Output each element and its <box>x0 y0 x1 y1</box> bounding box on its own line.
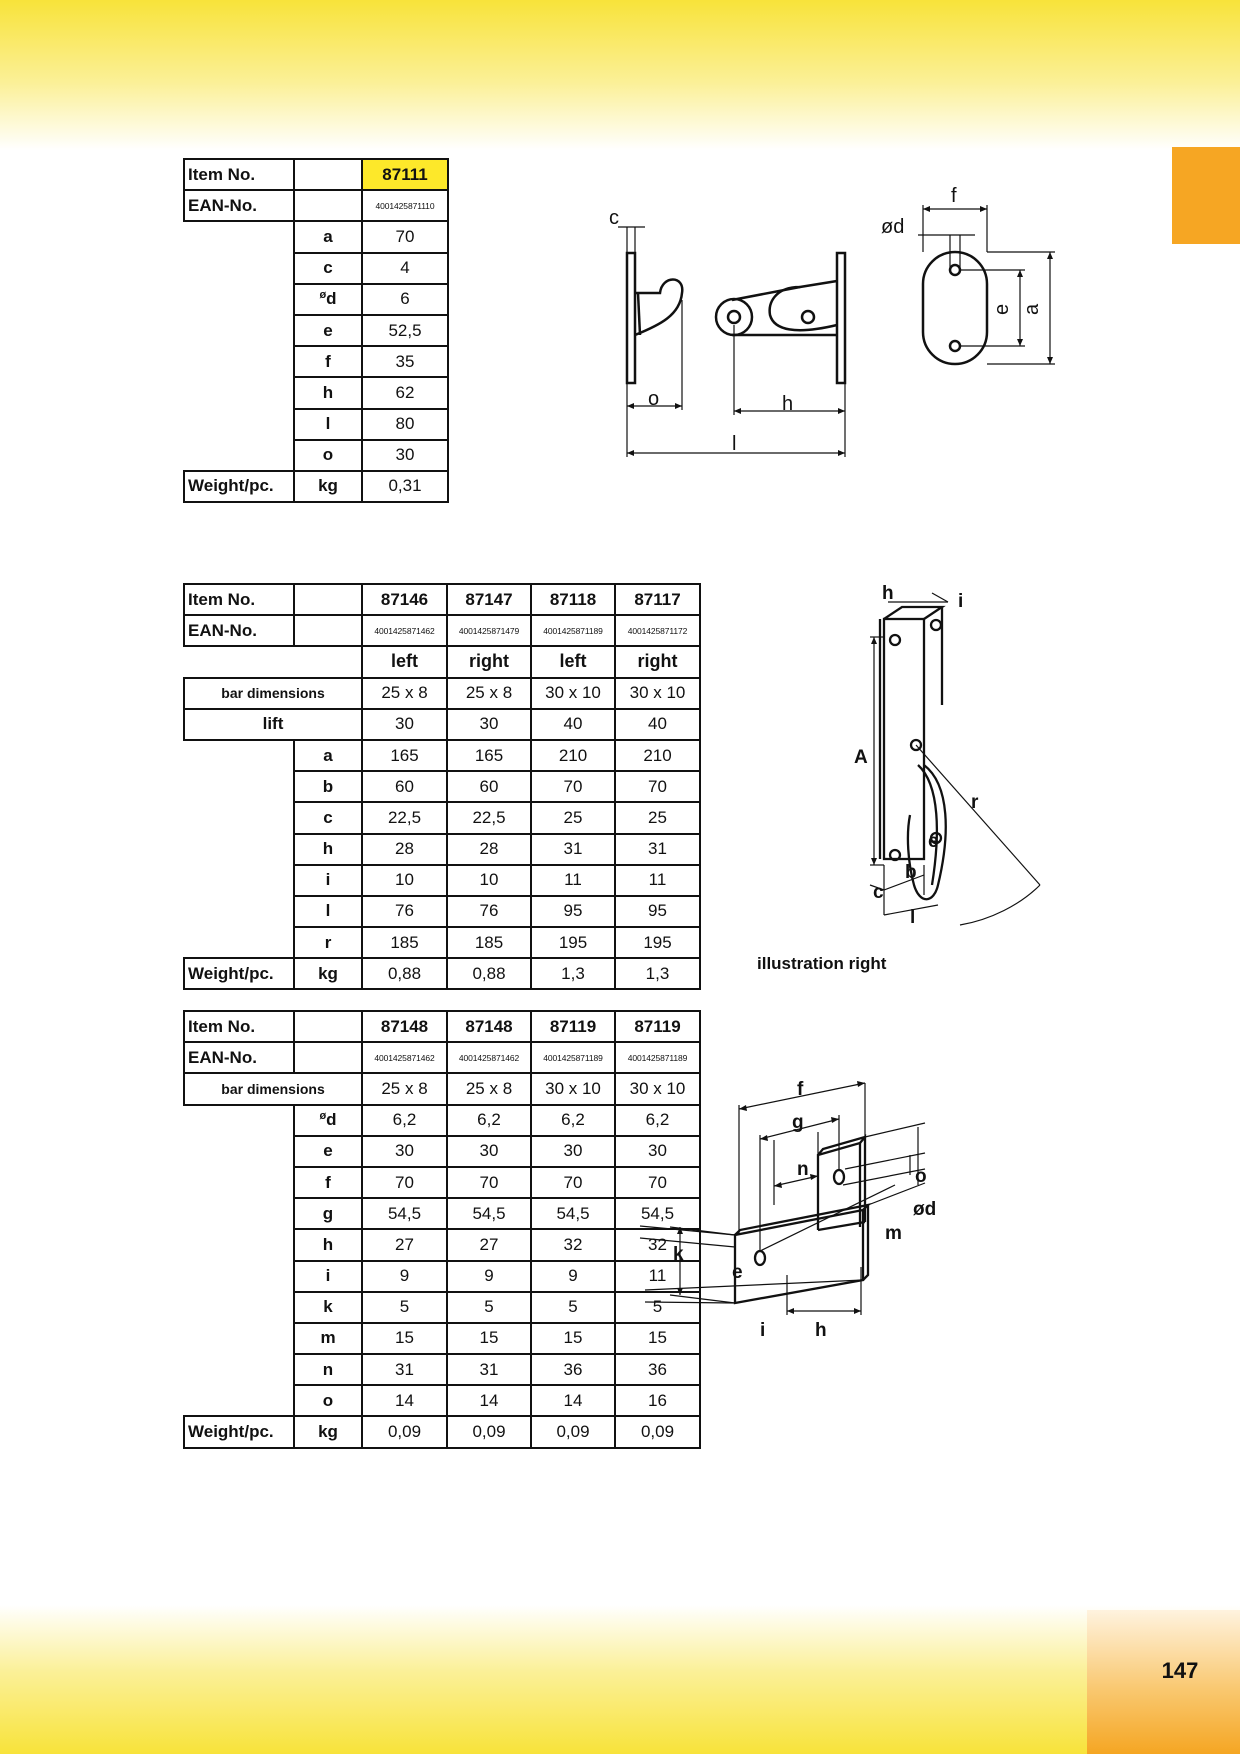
dimension-value: 60 <box>362 771 447 802</box>
dimension-row <box>184 1229 700 1260</box>
dimension-value: 5 <box>615 1292 700 1323</box>
hand-side: right <box>615 646 700 677</box>
spec-table-87111 <box>183 158 449 503</box>
blank-cell <box>184 1167 294 1198</box>
dimension-row <box>184 1105 700 1136</box>
ean-row <box>184 190 448 221</box>
dimension-value: 52,5 <box>362 315 448 346</box>
dimension-key: i <box>294 865 362 896</box>
dimension-value: 70 <box>362 221 448 252</box>
dimension-value: 95 <box>615 896 700 927</box>
dim-label-h: h <box>782 393 794 415</box>
ean-number: 4001425871189 <box>615 1042 700 1073</box>
page-number: 147 <box>1161 1658 1199 1683</box>
dimension-row <box>184 346 448 377</box>
dimension-key: f <box>294 346 362 377</box>
dimension-value: 31 <box>531 834 615 865</box>
blank-cell <box>184 1229 294 1260</box>
dimension-row <box>184 377 448 408</box>
blank-cell <box>184 834 294 865</box>
dimension-value: 15 <box>362 1323 447 1354</box>
ean-number: 4001425871462 <box>447 1042 531 1073</box>
blank-cell <box>184 771 294 802</box>
lift-value: 40 <box>615 709 700 740</box>
dim-label-l: l <box>910 907 916 928</box>
dimension-value: 14 <box>362 1385 447 1416</box>
dimension-key: o <box>294 1385 362 1416</box>
blank-cell <box>184 221 294 252</box>
weight-unit: kg <box>294 958 362 989</box>
dimension-value: 11 <box>615 1261 700 1292</box>
dimension-value: 54,5 <box>531 1198 615 1229</box>
dimension-value: 6,2 <box>531 1105 615 1136</box>
chapter-tab <box>1172 147 1240 244</box>
lift-bar-drawing <box>840 585 1070 965</box>
dimension-key: l <box>294 896 362 927</box>
ean-number: 4001425871462 <box>362 615 447 646</box>
dimension-key: h <box>294 1229 362 1260</box>
item-number: 87119 <box>531 1011 615 1042</box>
dimension-value: 5 <box>362 1292 447 1323</box>
empty-cell <box>294 1011 362 1042</box>
dimension-value: 6,2 <box>362 1105 447 1136</box>
dimension-value: 15 <box>531 1323 615 1354</box>
dimension-key: g <box>294 1198 362 1229</box>
dimension-row <box>184 1198 700 1229</box>
dimension-value: 60 <box>447 771 531 802</box>
dim-label-l: l <box>732 433 737 455</box>
dimension-key: i <box>294 1261 362 1292</box>
bar-dimension-value: 25 x 8 <box>447 678 531 709</box>
dimension-key: o <box>294 440 362 471</box>
dimension-value: 28 <box>362 834 447 865</box>
dimension-value: 76 <box>362 896 447 927</box>
blank-cell <box>184 315 294 346</box>
dimension-value: 15 <box>447 1323 531 1354</box>
dimension-value: 195 <box>531 927 615 958</box>
weight-label: Weight/pc. <box>184 1416 294 1447</box>
dimension-value: 27 <box>362 1229 447 1260</box>
dimension-row <box>184 927 700 958</box>
weight-value: 0,88 <box>447 958 531 989</box>
dim-label-A: A <box>854 747 868 768</box>
weight-value: 1,3 <box>531 958 615 989</box>
dimension-value: 165 <box>447 740 531 771</box>
dimension-key: n <box>294 1354 362 1385</box>
dimension-row <box>184 1167 700 1198</box>
dimension-value: 9 <box>531 1261 615 1292</box>
item-row <box>184 584 700 615</box>
dimension-value: 54,5 <box>362 1198 447 1229</box>
bar-dimension-value: 30 x 10 <box>531 1073 615 1104</box>
dimension-row <box>184 315 448 346</box>
weight-row <box>184 1416 700 1447</box>
dimension-value: 11 <box>615 865 700 896</box>
item-no-label: Item No. <box>184 1011 294 1042</box>
dimension-row <box>184 1354 700 1385</box>
bar-dimension-value: 30 x 10 <box>615 678 700 709</box>
item-number: 87148 <box>362 1011 447 1042</box>
empty-cell <box>294 615 362 646</box>
dimension-value: 10 <box>362 865 447 896</box>
dimension-value: 15 <box>615 1323 700 1354</box>
blank-cell <box>184 1261 294 1292</box>
dim-label-m: m <box>885 1223 902 1244</box>
dimension-value: 70 <box>447 1167 531 1198</box>
dimension-row <box>184 834 700 865</box>
dimension-value: 10 <box>447 865 531 896</box>
dim-label-g: g <box>792 1112 804 1133</box>
dimension-row <box>184 1292 700 1323</box>
hand-side: left <box>362 646 447 677</box>
dimension-value: 30 <box>362 440 448 471</box>
item-no-label: Item No. <box>184 584 294 615</box>
dimension-value: 11 <box>531 865 615 896</box>
dimension-value: 30 <box>615 1136 700 1167</box>
dimension-row <box>184 440 448 471</box>
dim-label-e: e <box>928 831 939 852</box>
hand-side: right <box>447 646 531 677</box>
dimension-value: 70 <box>531 1167 615 1198</box>
blank-cell <box>184 1136 294 1167</box>
header-gradient-band <box>0 0 1240 150</box>
dim-label-n: n <box>797 1159 809 1180</box>
empty-cell <box>294 190 362 221</box>
dim-label-a: a <box>1021 303 1043 315</box>
dimension-value: 14 <box>447 1385 531 1416</box>
bar-dimension-value: 25 x 8 <box>362 678 447 709</box>
dimension-row <box>184 802 700 833</box>
dimension-key: l <box>294 409 362 440</box>
dim-label-o: o <box>915 1166 927 1187</box>
weight-label: Weight/pc. <box>184 471 294 502</box>
dimension-value: 210 <box>531 740 615 771</box>
drawing-caption: illustration right <box>757 954 887 973</box>
blank-cell <box>184 440 294 471</box>
bar-dimensions-row <box>184 1073 700 1104</box>
dimension-value: 6 <box>362 284 448 315</box>
bar-dimension-value: 30 x 10 <box>615 1073 700 1104</box>
dimension-row <box>184 1385 700 1416</box>
weight-unit: kg <box>294 471 362 502</box>
blank-cell <box>184 1198 294 1229</box>
lift-value: 30 <box>447 709 531 740</box>
dim-label-c: c <box>609 207 619 229</box>
dimension-key: a <box>294 740 362 771</box>
empty-cell <box>294 159 362 190</box>
dimension-row <box>184 253 448 284</box>
dimension-value: 36 <box>615 1354 700 1385</box>
dimension-value: 22,5 <box>362 802 447 833</box>
ean-number: 4001425871462 <box>362 1042 447 1073</box>
dimension-value: 31 <box>447 1354 531 1385</box>
dimension-row <box>184 1136 700 1167</box>
item-row <box>184 159 448 190</box>
empty-cell <box>294 584 362 615</box>
dim-label-i: i <box>958 591 964 612</box>
dimension-value: 14 <box>531 1385 615 1416</box>
weight-value: 0,09 <box>362 1416 447 1447</box>
item-number: 87119 <box>615 1011 700 1042</box>
dimension-key: c <box>294 802 362 833</box>
blank-cell <box>184 740 294 771</box>
blank-cell <box>184 1385 294 1416</box>
bracket-drawing <box>600 175 1060 465</box>
dimension-value: 22,5 <box>447 802 531 833</box>
item-number: 87117 <box>615 584 700 615</box>
dimension-value: 9 <box>447 1261 531 1292</box>
bar-dimension-value: 25 x 8 <box>362 1073 447 1104</box>
blank-cell <box>184 646 294 677</box>
dimension-value: 70 <box>362 1167 447 1198</box>
dim-label-f: f <box>951 185 957 207</box>
dimension-value: 5 <box>531 1292 615 1323</box>
dimension-row <box>184 865 700 896</box>
dimension-row <box>184 896 700 927</box>
bar-dimensions-label: bar dimensions <box>184 678 362 709</box>
dimension-key: m <box>294 1323 362 1354</box>
dimension-value: 54,5 <box>447 1198 531 1229</box>
weight-unit: kg <box>294 1416 362 1447</box>
dimension-row <box>184 740 700 771</box>
lift-value: 30 <box>362 709 447 740</box>
weight-value: 0,09 <box>531 1416 615 1447</box>
dimension-row <box>184 771 700 802</box>
dimension-value: 70 <box>615 771 700 802</box>
dimension-value: 76 <box>447 896 531 927</box>
dimension-key: e <box>294 315 362 346</box>
dimension-value: 70 <box>615 1167 700 1198</box>
dimension-value: 5 <box>447 1292 531 1323</box>
dimension-value: 31 <box>615 834 700 865</box>
blank-cell <box>184 253 294 284</box>
dimension-row <box>184 1323 700 1354</box>
dim-label-k: k <box>673 1244 684 1265</box>
dimension-value: 54,5 <box>615 1198 700 1229</box>
weight-value: 0,88 <box>362 958 447 989</box>
dim-label-e: e <box>991 303 1013 315</box>
dimension-value: 4 <box>362 253 448 284</box>
dimension-row <box>184 409 448 440</box>
weight-row <box>184 471 448 502</box>
item-number: 87147 <box>447 584 531 615</box>
lift-label: lift <box>184 709 362 740</box>
ean-row <box>184 615 700 646</box>
dimension-value: 25 <box>531 802 615 833</box>
bar-dimensions-row <box>184 678 700 709</box>
dimension-value: 195 <box>615 927 700 958</box>
ean-label: EAN-No. <box>184 615 294 646</box>
item-number: 87111 <box>362 159 448 190</box>
hand-side: left <box>531 646 615 677</box>
dimension-value: 16 <box>615 1385 700 1416</box>
dim-label-b: b <box>905 862 917 883</box>
weight-value: 0,31 <box>362 471 448 502</box>
dimension-key <box>294 1105 362 1136</box>
ean-number: 4001425871110 <box>362 190 448 221</box>
side-row <box>184 646 700 677</box>
dimension-value: 165 <box>362 740 447 771</box>
dimension-key: r <box>294 927 362 958</box>
weight-row <box>184 958 700 989</box>
spec-table-lift-bars <box>183 583 701 990</box>
ean-number: 4001425871189 <box>531 1042 615 1073</box>
dimension-key: b <box>294 771 362 802</box>
dimension-value: 80 <box>362 409 448 440</box>
bar-dimension-value: 30 x 10 <box>531 678 615 709</box>
dimension-value: 32 <box>615 1229 700 1260</box>
ean-label: EAN-No. <box>184 190 294 221</box>
dimension-value: 31 <box>362 1354 447 1385</box>
dimension-value: 6,2 <box>615 1105 700 1136</box>
dimension-key: a <box>294 221 362 252</box>
ean-number: 4001425871479 <box>447 615 531 646</box>
dim-label-d: ød <box>881 216 905 238</box>
blank-cell <box>184 896 294 927</box>
dim-label-r: r <box>971 792 979 813</box>
diameter-symbol: ø <box>319 289 327 302</box>
dimension-value: 62 <box>362 377 448 408</box>
blank-cell <box>184 377 294 408</box>
dimension-row <box>184 1261 700 1292</box>
dimension-value: 25 <box>615 802 700 833</box>
diameter-symbol: ø <box>319 1110 327 1123</box>
weight-value: 1,3 <box>615 958 700 989</box>
dimension-key: k <box>294 1292 362 1323</box>
dimension-value: 30 <box>447 1136 531 1167</box>
blank-cell <box>184 927 294 958</box>
blank-cell <box>184 865 294 896</box>
ean-number: 4001425871189 <box>531 615 615 646</box>
dim-label-h: h <box>815 1320 827 1341</box>
strike-plate-drawing <box>673 1075 1075 1355</box>
ean-row <box>184 1042 700 1073</box>
blank-cell <box>184 1292 294 1323</box>
dimension-key-letter: d <box>326 1110 337 1130</box>
item-number: 87118 <box>531 584 615 615</box>
item-number: 87148 <box>447 1011 531 1042</box>
dimension-row <box>184 221 448 252</box>
dimension-key: e <box>294 1136 362 1167</box>
empty-cell <box>294 1042 362 1073</box>
dimension-key: f <box>294 1167 362 1198</box>
dimension-value: 185 <box>362 927 447 958</box>
dimension-value: 27 <box>447 1229 531 1260</box>
dimension-value: 185 <box>447 927 531 958</box>
weight-value: 0,09 <box>447 1416 531 1447</box>
dimension-value: 30 <box>362 1136 447 1167</box>
blank-cell <box>184 284 294 315</box>
dimension-value: 9 <box>362 1261 447 1292</box>
item-number: 87146 <box>362 584 447 615</box>
bar-dimension-value: 25 x 8 <box>447 1073 531 1104</box>
dimension-key: c <box>294 253 362 284</box>
lift-value: 40 <box>531 709 615 740</box>
dimension-value: 95 <box>531 896 615 927</box>
dimension-value: 30 <box>531 1136 615 1167</box>
dimension-key: h <box>294 834 362 865</box>
blank-cell <box>184 346 294 377</box>
dimension-value: 28 <box>447 834 531 865</box>
item-no-label: Item No. <box>184 159 294 190</box>
dim-label-c: c <box>873 882 884 903</box>
dimension-value: 210 <box>615 740 700 771</box>
dim-label-e: e <box>732 1262 743 1283</box>
ean-label: EAN-No. <box>184 1042 294 1073</box>
dimension-key: h <box>294 377 362 408</box>
item-row <box>184 1011 700 1042</box>
dimension-key <box>294 284 362 315</box>
dimension-value: 70 <box>531 771 615 802</box>
dimension-value: 32 <box>531 1229 615 1260</box>
blank-cell <box>184 802 294 833</box>
ean-number: 4001425871172 <box>615 615 700 646</box>
dim-label-h: h <box>882 583 894 604</box>
blank-cell <box>184 1354 294 1385</box>
blank-cell <box>184 409 294 440</box>
dimension-value: 35 <box>362 346 448 377</box>
dimension-key-letter: d <box>326 289 337 309</box>
weight-value: 0,09 <box>615 1416 700 1447</box>
dim-label-i: i <box>760 1320 766 1341</box>
lift-row <box>184 709 700 740</box>
spec-table-strike-plates <box>183 1010 701 1449</box>
blank-cell <box>294 646 362 677</box>
dimension-value: 6,2 <box>447 1105 531 1136</box>
dim-label-f: f <box>797 1079 804 1100</box>
dimension-value: 36 <box>531 1354 615 1385</box>
weight-label: Weight/pc. <box>184 958 294 989</box>
dim-label-o: o <box>648 388 660 410</box>
footer-gradient-band <box>0 1605 1240 1754</box>
blank-cell <box>184 1105 294 1136</box>
dimension-row <box>184 284 448 315</box>
bar-dimensions-label: bar dimensions <box>184 1073 362 1104</box>
blank-cell <box>184 1323 294 1354</box>
dim-label-d: ød <box>913 1199 937 1220</box>
